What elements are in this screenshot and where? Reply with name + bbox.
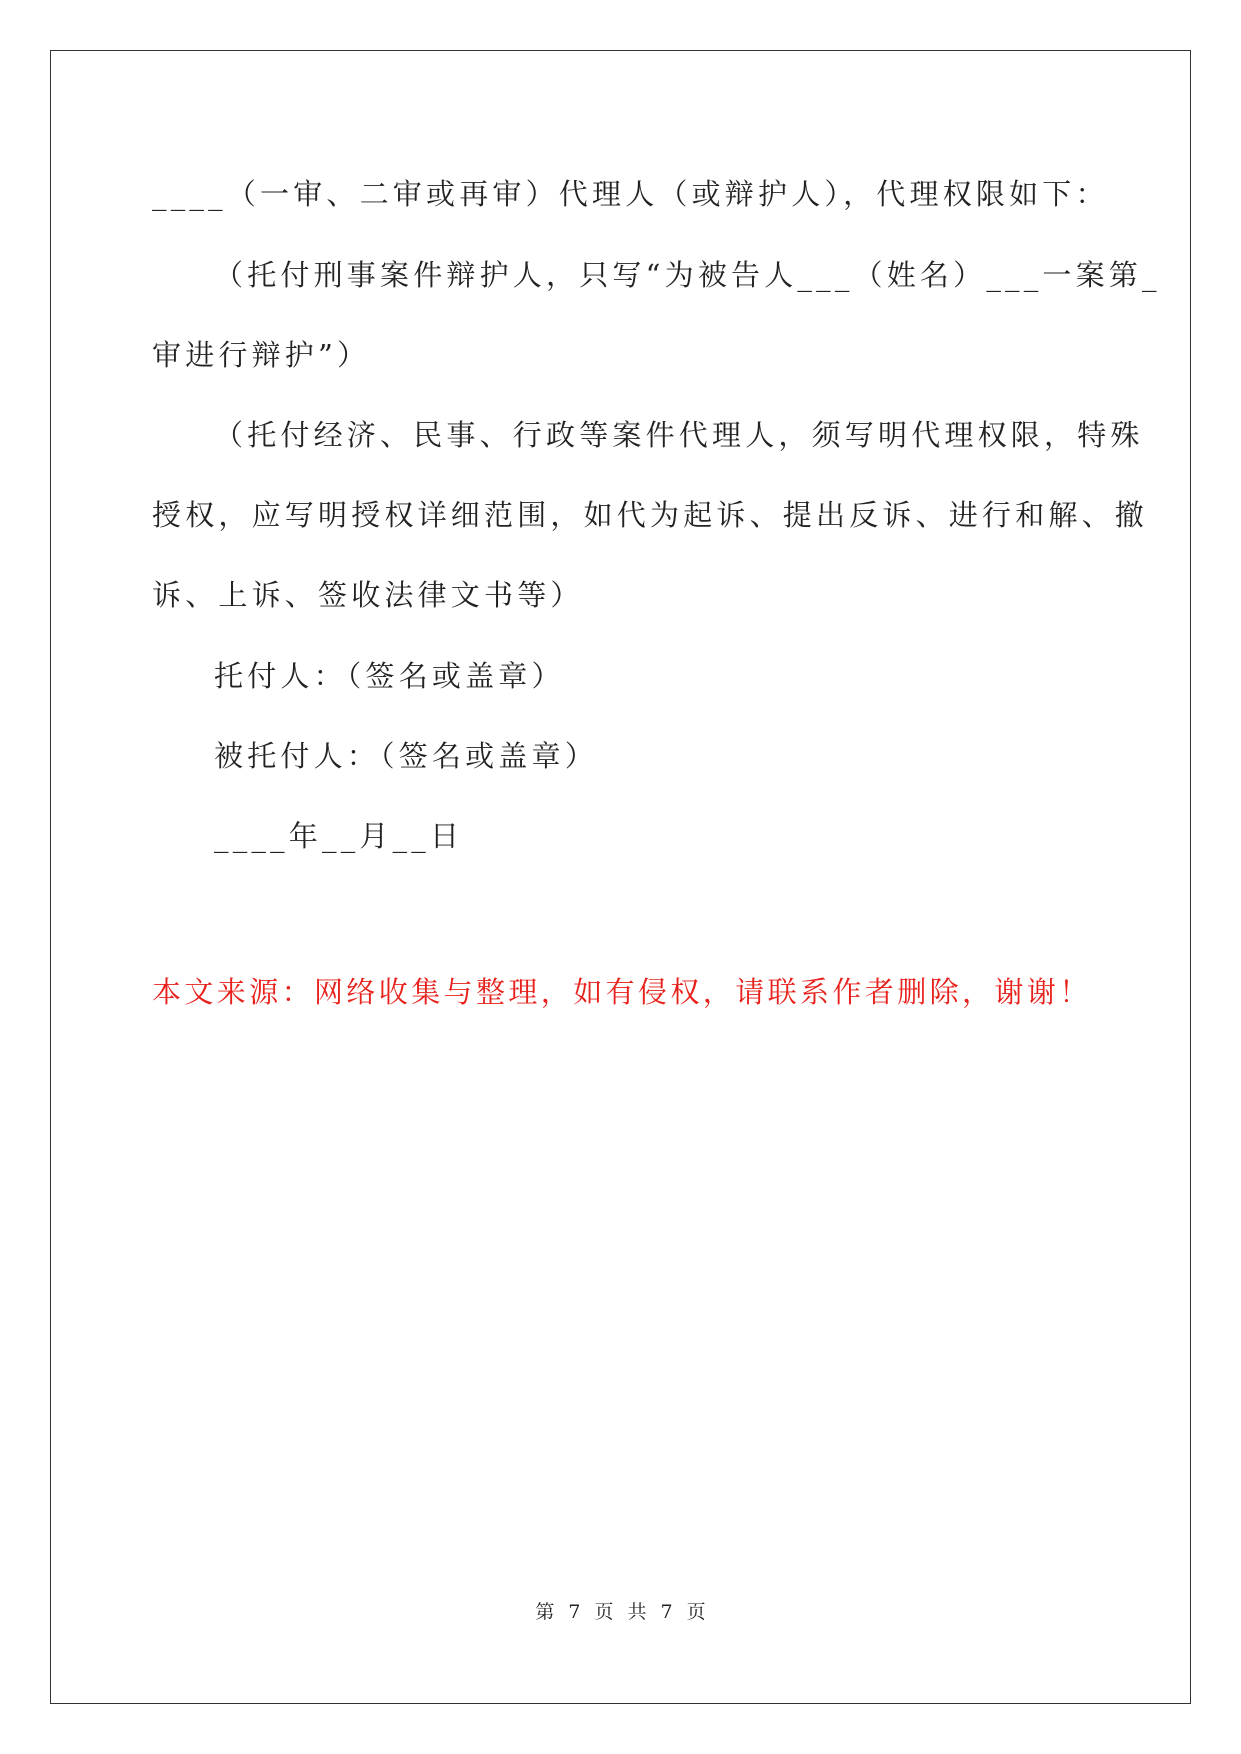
date-line: ____年__月__日	[214, 819, 464, 853]
text-line-criminal-defense: （托付刑事案件辩护人，只写“为被告人___（姓名）___一案第_	[214, 258, 1161, 292]
text-line-civil-agency-end: 诉、上诉、签收法律文书等）	[152, 578, 584, 612]
text-line-civil-agency: （托付经济、民事、行政等案件代理人，须写明代理权限，特殊	[214, 418, 1144, 452]
agent-signature-line: 被托付人：（签名或盖章）	[214, 739, 598, 773]
text-line-agency-scope: ____（一审、二审或再审）代理人（或辩护人），代理权限如下：	[152, 177, 1109, 211]
page-border	[50, 50, 1191, 1704]
source-note: 本文来源：网络收集与整理，如有侵权，请联系作者删除，谢谢！	[152, 975, 1092, 1009]
principal-signature-line: 托付人：（签名或盖章）	[214, 659, 565, 693]
text-line-civil-agency-cont: 授权，应写明授权详细范围，如代为起诉、提出反诉、进行和解、撤	[152, 498, 1149, 532]
page-number-footer: 第 7 页 共 7 页	[535, 1601, 706, 1623]
text-line-criminal-defense-cont: 审进行辩护”）	[152, 338, 371, 372]
